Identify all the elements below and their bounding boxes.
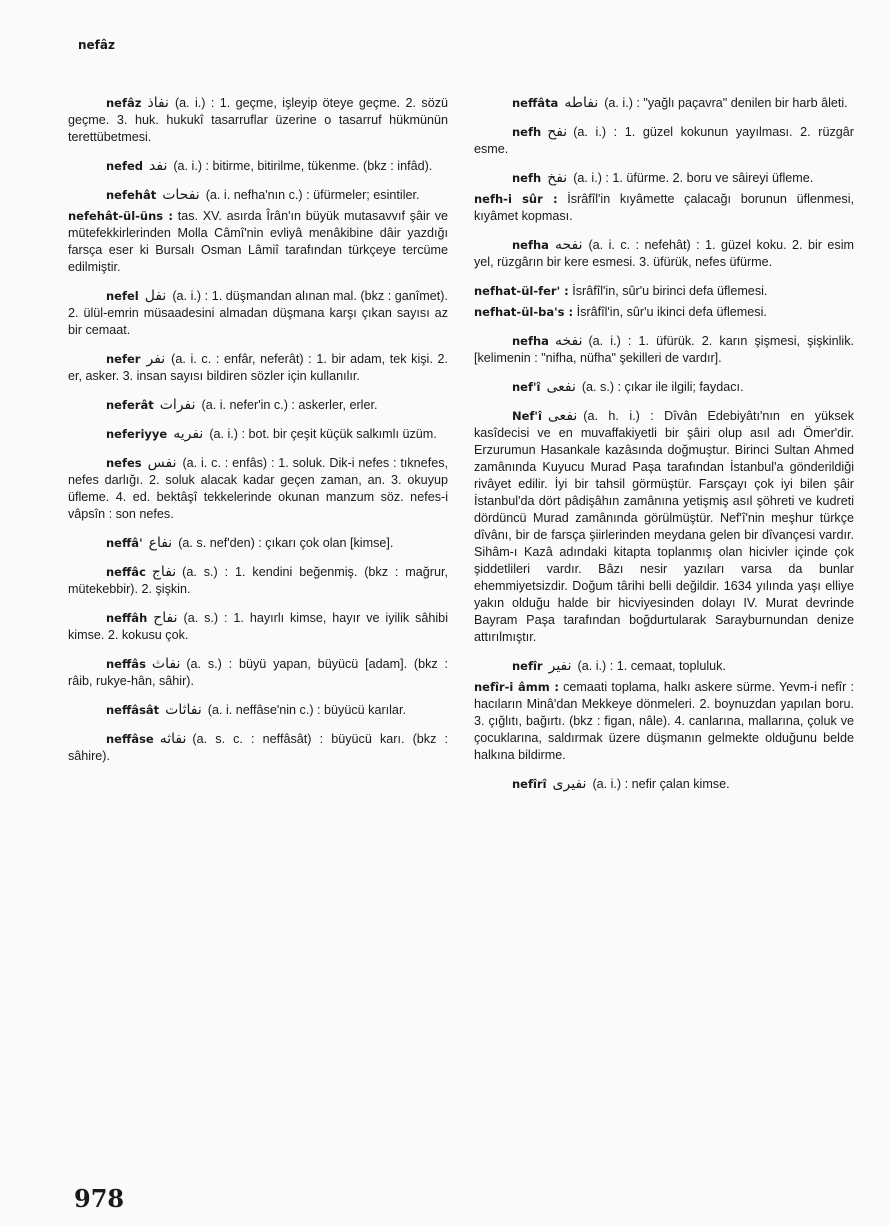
definition: (a. i.) : 1. üfürük. 2. karın şişmesi, şişkinlik. [kelimenin : "nifha, nüfha" şekilleri de vardır]. (474, 334, 854, 365)
dictionary-entry (68, 455, 448, 523)
dictionary-entry (68, 610, 448, 644)
dictionary-entry (68, 535, 448, 552)
dictionary-entry (68, 702, 448, 719)
arabic-script: نفحات (162, 187, 200, 203)
dictionary-entry (474, 408, 854, 646)
headword: nefîr (512, 659, 543, 673)
definition: (a. i. c. : enfâr, neferât) : 1. bir adam, tek kişi. 2. er, asker. 3. insan sayısı bildiren sözler için kullanılır. (68, 352, 448, 383)
dictionary-entry (68, 158, 448, 175)
definition: (a. i.) : 1. düşmandan alınan mal. (bkz : ganîmet). 2. ülül-emrin müsaadesini almadan düşmana karşı çıkan sayısı az bir cemaat. (68, 289, 448, 337)
arabic-script: نفعی (547, 408, 578, 424)
definition: (a. i. neffâse'nin c.) : büyücü karılar. (207, 703, 406, 717)
page-number: 978 (74, 1184, 125, 1213)
arabic-script: نفح (547, 124, 568, 140)
left-column (68, 95, 448, 777)
right-column (474, 95, 854, 805)
definition: (a. i.) : 1. geçme, işleyip öteye geçme. 2. sözü geçme. 3. huk. hukukî tasarruflar üzerine o tasarruf hükmünün terettübetmesi. (68, 96, 448, 144)
arabic-script: نفرات (159, 397, 196, 413)
headword: neffâse (106, 732, 154, 746)
dictionary-entry (68, 208, 448, 276)
arabic-script: نفاث (151, 656, 181, 672)
headword: nefehât (106, 188, 157, 202)
definition: (a. s. c. : neffâsât) : büyücü karı. (bkz : sâhire). (68, 732, 448, 763)
definition: cemaati toplama, halkı askere sürme. Yevm-i nefîr : hacıların Minâ'dan Mekkeye dönmeleri. 2. boynuzdan yapılan boru. 3. çığlıtı, bağırtı. (bkz : figan, nâle). 4. canlarına, mallarına, çoluk ve çocuklarına, saldırmak üzere düşmanın gelmekte olduğunu belde halkına bildirme. (474, 680, 854, 762)
arabic-script: نفاطه (564, 95, 599, 111)
headword: nefh (512, 125, 542, 139)
definition: (a. i. c. : enfâs) : 1. soluk. Dik-i nefes : tıknefes, nefes darlığı. 2. soluk alacak kadar geçen zaman, an. 3. okuyup üfleme. 4. ed. bektâşî tekkelerinde okunan manzum söz. nefes-i vâpsîn : son nefes. (68, 456, 448, 521)
definition: (a. s.) : çıkar ile ilgili; faydacı. (581, 380, 744, 394)
arabic-script: نفخ (547, 170, 568, 186)
definition: (a. i.) : bitirme, bitirilme, tükenme. (bkz : infâd). (173, 159, 433, 173)
dictionary-entry (68, 397, 448, 414)
running-head: nefâz (78, 38, 115, 52)
definition: (a. i. nefer'in c.) : askerler, erler. (201, 398, 378, 412)
arabic-script: نفیری (552, 776, 587, 792)
headword: nefel (106, 289, 139, 303)
dictionary-entry (68, 731, 448, 765)
dictionary-entry (68, 95, 448, 146)
headword: neffâh (106, 611, 148, 625)
dictionary-entry (68, 187, 448, 204)
dictionary-entry (474, 95, 854, 112)
dictionary-entry (474, 124, 854, 158)
arabic-script: نفاثه (159, 731, 187, 747)
definition: (a. h. i.) : Dîvân Edebiyâtı'nın en yüksek kasîdecisi ve en muvaffakiyetli bir şâiri olup asıl adı Ömer'dir. Erzurumun Hasankale kazâsında doğmuştur. Birinci Sultan Ahmed zamânında Kuyucu Murad Paşa tarafından İstanbul'a gönderildiği rivâyet edilir. İyi bir tahsil görmüştür. Farsçayı çok iyi bilen şâir İstanbul'da dört pâdişâhın zamânına yetişmiş asıl şöhreti ve kudreti dördüncü Murad zamânında görülmüştür. Nef'î'nin meşhur türkçe dîvânı, bir de farsça şiirlerinden meydana gelen bir dîvançesi vardır. Sihâm-ı Kazâ adındaki kitapta toplanmış olan hicivler içinde çok şiddetlileri vardır. Bâzı nesir yazıları varsa da bunlar ehemmiyetsizdir. Doğum târihi belli değildir. 1634 yılında yaşı elliye yakın olduğu halde bir hicviyesinden dolayı IV. Murat devrinde Bayram Paşa tarafından boğdurtularak Sarayburnundan denize attırılmıştır. (474, 409, 854, 644)
headword: nefîrî (512, 777, 547, 791)
dictionary-entry (474, 170, 854, 187)
headword: neferât (106, 398, 154, 412)
headword: nefer (106, 352, 141, 366)
headword: nefhat-ül-fer' : (474, 284, 569, 298)
headword: Nef'î (512, 409, 542, 423)
headword: nefed (106, 159, 144, 173)
headword: nefha (512, 334, 549, 348)
headword: neffâsât (106, 703, 160, 717)
dictionary-entry (474, 237, 854, 271)
dictionary-entry (68, 351, 448, 385)
dictionary-entry (474, 658, 854, 675)
arabic-script: نفاذ (147, 95, 169, 111)
arabic-script: نفحه (554, 237, 583, 253)
definition: (a. i. c. : nefehât) : 1. güzel koku. 2. bir esim yel, rüzgârın bir kere esmesi. 3. üfürük, nefes üfürme. (474, 238, 854, 269)
dictionary-entry (68, 426, 448, 443)
definition: İsrâfîl'in, sûr'u birinci defa üflemesi. (572, 284, 768, 298)
arabic-script: نفد (149, 158, 168, 174)
dictionary-entry (474, 283, 854, 300)
dictionary-entry (68, 288, 448, 339)
arabic-script: نفخه (554, 333, 583, 349)
dictionary-entry (68, 656, 448, 690)
definition: (a. i. nefha'nın c.) : üfürmeler; esintiler. (205, 188, 420, 202)
definition: (a. s.) : 1. kendini beğenmiş. (bkz : mağrur, mütekebbir). 2. şişkin. (68, 565, 448, 596)
headword: nefîr-i âmm : (474, 680, 559, 694)
definition: İsrâfîl'in, sûr'u ikinci defa üflemesi. (576, 305, 767, 319)
arabic-script: نفل (144, 288, 167, 304)
dictionary-entry (474, 379, 854, 396)
definition: (a. i.) : 1. üfürme. 2. boru ve sâireyi üfleme. (573, 171, 814, 185)
headword: neffâta (512, 96, 559, 110)
headword: neffâs (106, 657, 146, 671)
headword: nef'î (512, 380, 541, 394)
headword: nefh-i sûr : (474, 192, 558, 206)
arabic-script: نفير (548, 658, 572, 674)
headword: nefha (512, 238, 549, 252)
dictionary-entry (474, 304, 854, 321)
definition: (a. s.) : büyü yapan, büyücü [adam]. (bkz : râib, rukye-hân, sâhir). (68, 657, 448, 688)
arabic-script: نفاثات (165, 702, 202, 718)
arabic-script: نفعی (546, 379, 576, 395)
dictionary-entry (474, 776, 854, 793)
arabic-script: نفر (146, 351, 166, 367)
definition: (a. i.) : 1. güzel kokunun yayılması. 2. rüzgâr esme. (474, 125, 854, 156)
dictionary-entry (68, 564, 448, 598)
definition: (a. s. nef'den) : çıkarı çok olan [kimse]. (178, 536, 394, 550)
headword: neferiyye (106, 427, 168, 441)
arabic-script: نفاح (153, 610, 178, 626)
arabic-script: نفاج (151, 564, 177, 580)
definition: (a. i.) : bot. bir çeşit küçük salkımlı üzüm. (209, 427, 437, 441)
headword: nefehât-ül-üns : (68, 209, 173, 223)
dictionary-entry (474, 679, 854, 764)
definition: (a. i.) : nefir çalan kimse. (592, 777, 730, 791)
arabic-script: نفريه (173, 426, 204, 442)
headword: nefâz (106, 96, 142, 110)
definition: tas. XV. asırda Îrân'ın büyük mutasavvıf şâir ve mütefekkirlerinden Molla Câmî'nin evliyâ menâkibine dâir yazdığı farsça eser ki Bursalı Osman Lâmiî tarafından türkçeye tercüme edilmiştir. (68, 209, 449, 274)
headword: nefes (106, 456, 142, 470)
dictionary-entry (474, 191, 854, 225)
arabic-script: نفاع (148, 535, 173, 551)
headword: nefh (512, 171, 542, 185)
definition: (a. s.) : 1. hayırlı kimse, hayır ve iyilik sâhibi kimse. 2. kokusu çok. (68, 611, 448, 642)
definition: (a. i.) : "yağlı paçavra" denilen bir harb âleti. (604, 96, 848, 110)
definition: (a. i.) : 1. cemaat, topluluk. (577, 659, 726, 673)
headword: neffâc (106, 565, 146, 579)
dictionary-entry (474, 333, 854, 367)
definition: İsrâfîl'in kıyâmette çalacağı borunun üflenmesi, kıyâmet kopması. (474, 192, 855, 223)
headword: neffâ' (106, 536, 143, 550)
arabic-script: نفس (147, 455, 177, 471)
headword: nefhat-ül-ba's : (474, 305, 574, 319)
